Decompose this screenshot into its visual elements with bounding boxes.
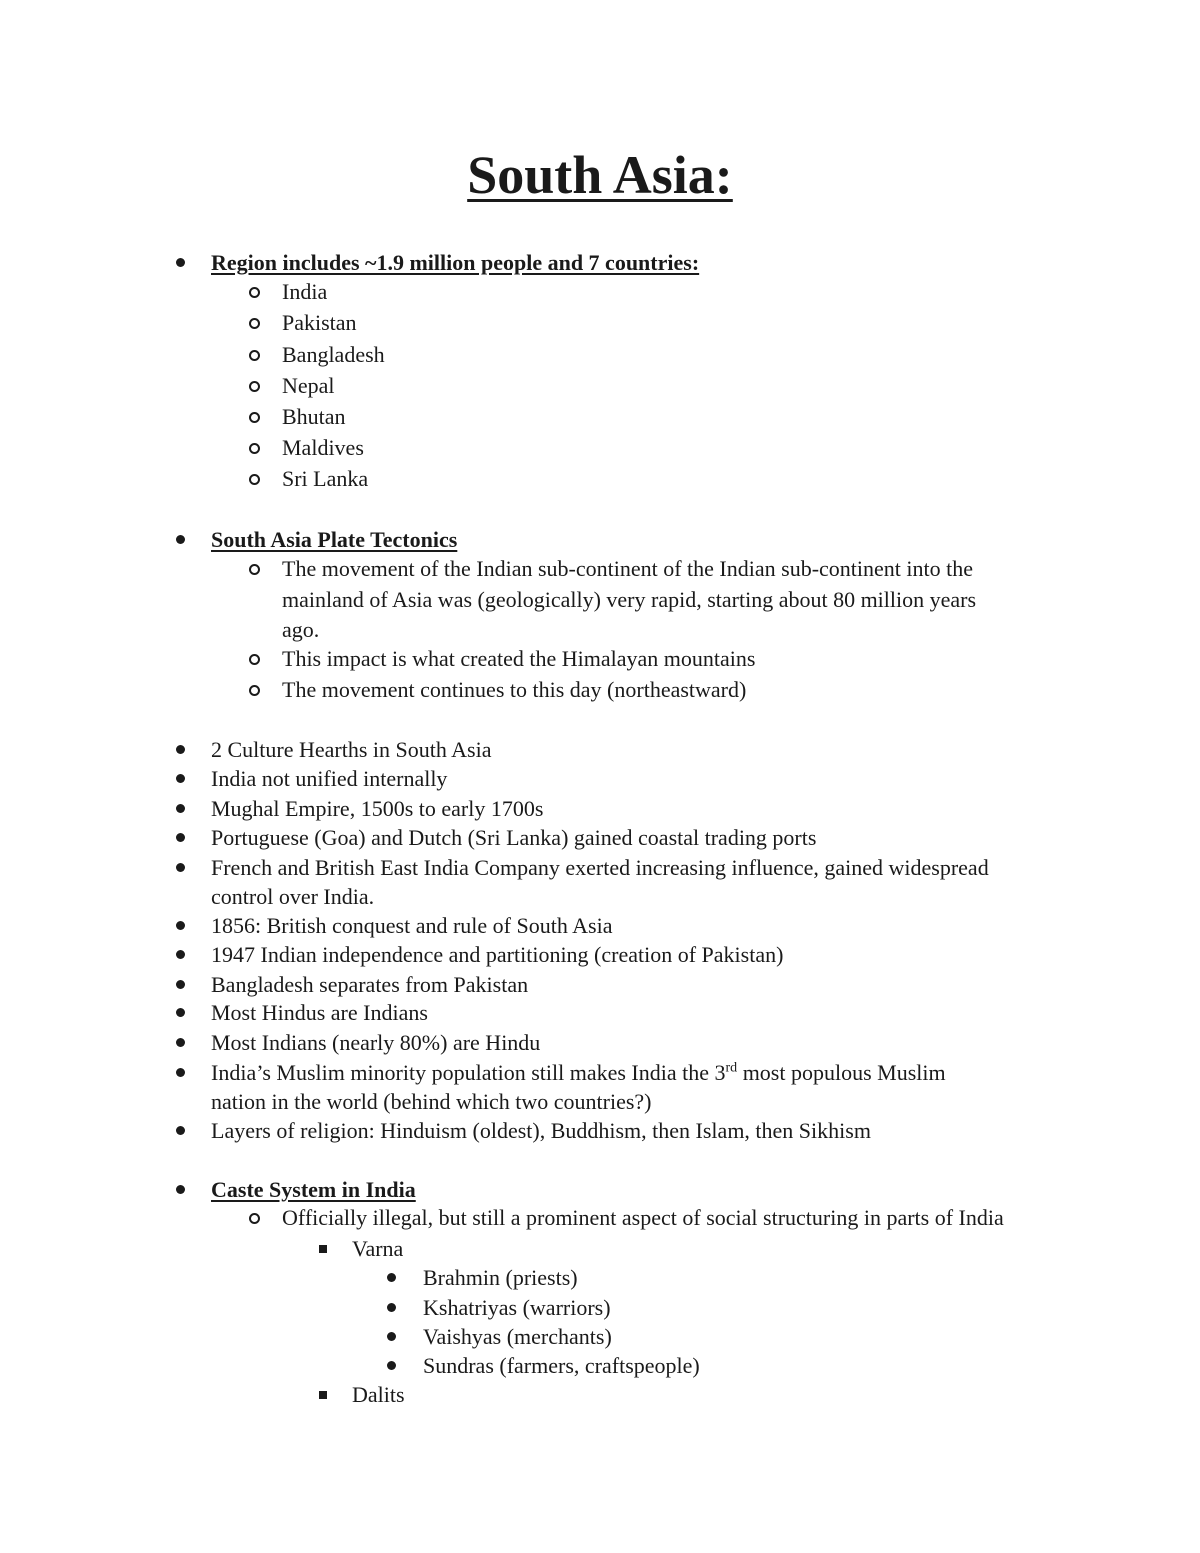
- bullet-disc-icon: [387, 1273, 396, 1282]
- bullet-disc-icon: [176, 745, 185, 754]
- bullet-ring-icon: [249, 412, 260, 423]
- bullet-square-icon: [319, 1245, 327, 1253]
- bullet-disc-icon: [387, 1361, 396, 1370]
- list-item: India not unified internally: [211, 766, 448, 791]
- bullet-disc-icon: [176, 774, 185, 783]
- list-item: Bhutan: [282, 404, 346, 429]
- bullet-disc-icon: [387, 1332, 396, 1341]
- list-item: French and British East India Company exerted increasing influence, gained widespread: [211, 855, 989, 880]
- list-item: Nepal: [282, 373, 335, 398]
- list-item: Vaishyas (merchants): [423, 1324, 612, 1349]
- list-item: Pakistan: [282, 310, 357, 335]
- bullet-disc-icon: [176, 804, 185, 813]
- list-item: The movement of the Indian sub-continent of the Indian sub-continent into the: [282, 556, 973, 581]
- list-item: Officially illegal, but still a prominent aspect of social structuring in parts of India: [282, 1205, 1004, 1230]
- superscript-ordinal: rd: [725, 1060, 738, 1076]
- bullet-disc-icon: [176, 1068, 185, 1077]
- list-item: Dalits: [352, 1382, 405, 1407]
- bullet-ring-icon: [249, 564, 260, 575]
- bullet-disc-icon: [176, 1008, 185, 1017]
- bullet-ring-icon: [249, 287, 260, 298]
- bullet-disc-icon: [176, 921, 185, 930]
- bullet-ring-icon: [249, 443, 260, 454]
- bullet-disc-icon: [176, 258, 185, 267]
- bullet-disc-icon: [176, 863, 185, 872]
- bullet-ring-icon: [249, 654, 260, 665]
- bullet-ring-icon: [249, 381, 260, 392]
- section-heading-tectonics: South Asia Plate Tectonics: [211, 527, 458, 552]
- list-item: Most Hindus are Indians: [211, 1000, 428, 1025]
- list-item: Brahmin (priests): [423, 1265, 578, 1290]
- list-item: Maldives: [282, 435, 364, 460]
- list-item: Most Indians (nearly 80%) are Hindu: [211, 1030, 541, 1055]
- bullet-disc-icon: [176, 1126, 185, 1135]
- list-item: This impact is what created the Himalayan mountains: [282, 646, 756, 671]
- section-heading-countries: Region includes ~1.9 million people and 7 countries:: [211, 250, 700, 275]
- bullet-disc-icon: [176, 980, 185, 989]
- bullet-disc-icon: [176, 833, 185, 842]
- bullet-ring-icon: [249, 318, 260, 329]
- bullet-disc-icon: [176, 1038, 185, 1047]
- section-heading-caste: Caste System in India: [211, 1177, 416, 1202]
- list-item-continuation: mainland of Asia was (geologically) very rapid, starting about 80 million years: [282, 587, 977, 612]
- bullet-ring-icon: [249, 474, 260, 485]
- page-title: South Asia:: [467, 145, 733, 205]
- list-item-muslim-population: India’s Muslim minority population still makes India the 3rd most populous Muslim: [211, 1060, 946, 1085]
- list-item: Kshatriyas (warriors): [423, 1295, 611, 1320]
- list-item: Portuguese (Goa) and Dutch (Sri Lanka) gained coastal trading ports: [211, 825, 817, 850]
- list-item-continuation: ago.: [282, 617, 320, 642]
- list-item: Bangladesh separates from Pakistan: [211, 972, 529, 997]
- list-item-continuation: control over India.: [211, 884, 375, 909]
- bullet-disc-icon: [176, 950, 185, 959]
- bullet-ring-icon: [249, 685, 260, 696]
- list-item-continuation: nation in the world (behind which two countries?): [211, 1089, 652, 1114]
- list-item: Layers of religion: Hinduism (oldest), Buddhism, then Islam, then Sikhism: [211, 1118, 871, 1143]
- bullet-disc-icon: [387, 1303, 396, 1312]
- list-item: 1947 Indian independence and partitioning (creation of Pakistan): [211, 942, 784, 967]
- list-item: Mughal Empire, 1500s to early 1700s: [211, 796, 544, 821]
- bullet-square-icon: [319, 1391, 327, 1399]
- list-item: Sundras (farmers, craftspeople): [423, 1353, 700, 1378]
- list-item: 1856: British conquest and rule of South Asia: [211, 913, 613, 938]
- bullet-disc-icon: [176, 1185, 185, 1194]
- list-item: India: [282, 279, 328, 304]
- list-item: The movement continues to this day (northeastward): [282, 677, 747, 702]
- list-item: 2 Culture Hearths in South Asia: [211, 737, 492, 762]
- bullet-disc-icon: [176, 535, 185, 544]
- bullet-ring-icon: [249, 350, 260, 361]
- list-item: Sri Lanka: [282, 466, 369, 491]
- list-item: Bangladesh: [282, 342, 385, 367]
- list-item: Varna: [352, 1236, 404, 1261]
- bullet-ring-icon: [249, 1213, 260, 1224]
